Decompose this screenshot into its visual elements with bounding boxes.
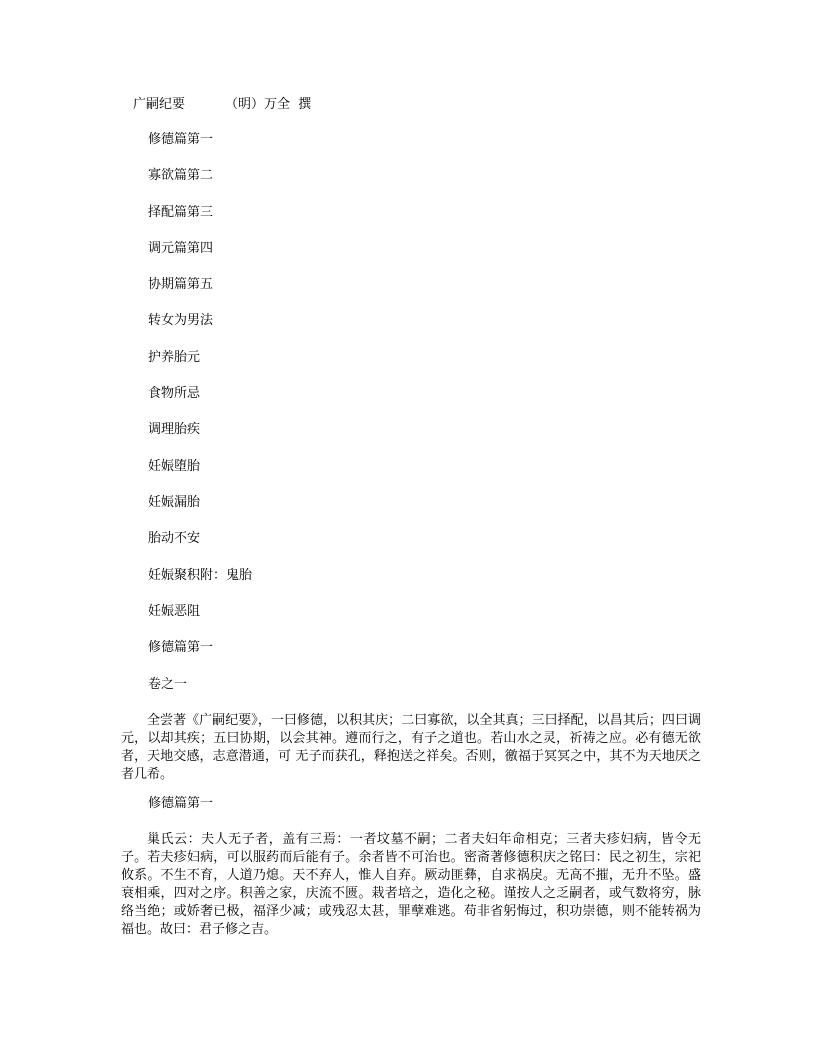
- toc-item: 修德篇第一: [148, 132, 214, 147]
- toc-item: 妊娠聚积附：鬼胎: [148, 567, 253, 583]
- book-title: 广嗣纪要: [133, 97, 186, 112]
- toc-item: 护养胎元: [148, 349, 201, 365]
- toc-item: 寡欲篇第二: [148, 168, 214, 184]
- toc-item: 食物所忌: [148, 386, 201, 402]
- table-of-contents: [148, 131, 252, 675]
- toc-item: 妊娠恶阻: [148, 603, 201, 619]
- toc-item: 择配篇第三: [148, 204, 214, 220]
- toc-item: 协期篇第五: [148, 277, 214, 293]
- toc-item: 调元篇第四: [148, 240, 214, 256]
- volume-heading: 卷之一: [148, 677, 188, 692]
- toc-item: 妊娠漏胎: [148, 494, 201, 510]
- section-paragraph: 巢氏云：夫人无子者，盖有三焉：一者坟墓不嗣；二者夫妇年命相克；三者夫疹妇病，皆令无子。若夫疹妇病，可以服药而后能有子。余者皆不可治也。密斋著修德积庆之铭曰：民之初生，宗祀攸系。不生不育，人道乃熄。天不弃人，惟人自弃。厥动匪彝，自求祸戾。无高不摧，无升不坠。盛衰相乘，四对之序。积善之家，庆流不匮。栽者培之，造化之秘。谨按人之乏嗣者，或气数将穷，脉络当绝；或娇奢已极，福泽少减；或残忍太甚，罪孽难逃。苟非省躬悔过，积功崇德，则不能转祸为福也。故曰：君子修之吉。: [121, 832, 701, 937]
- toc-item: 妊娠堕胎: [148, 458, 201, 474]
- toc-item: 调理胎疾: [148, 422, 201, 438]
- toc-item: 修德篇第一: [148, 640, 214, 656]
- preface-paragraph: 全尝著《广嗣纪要》，一曰修德，以积其庆；二曰寡欲，以全其真；三曰择配，以昌其后；四曰调元，以却其疾；五曰协期，以会其神。遵而行之，有子之道也。若山水之灵，祈祷之应。必有德无欲者，天地交感，志意潜通，可 无子而获孔，释抱送之祥矣。否则，徼福于冥冥之中，其不为天地厌之者几希。: [121, 713, 701, 782]
- toc-item: 胎动不安: [148, 531, 201, 547]
- section-heading: 修德篇第一: [148, 796, 214, 811]
- title-line: [133, 96, 311, 114]
- author-attribution: （明）万全 撰: [225, 97, 312, 112]
- toc-item: 转女为男法: [148, 313, 214, 329]
